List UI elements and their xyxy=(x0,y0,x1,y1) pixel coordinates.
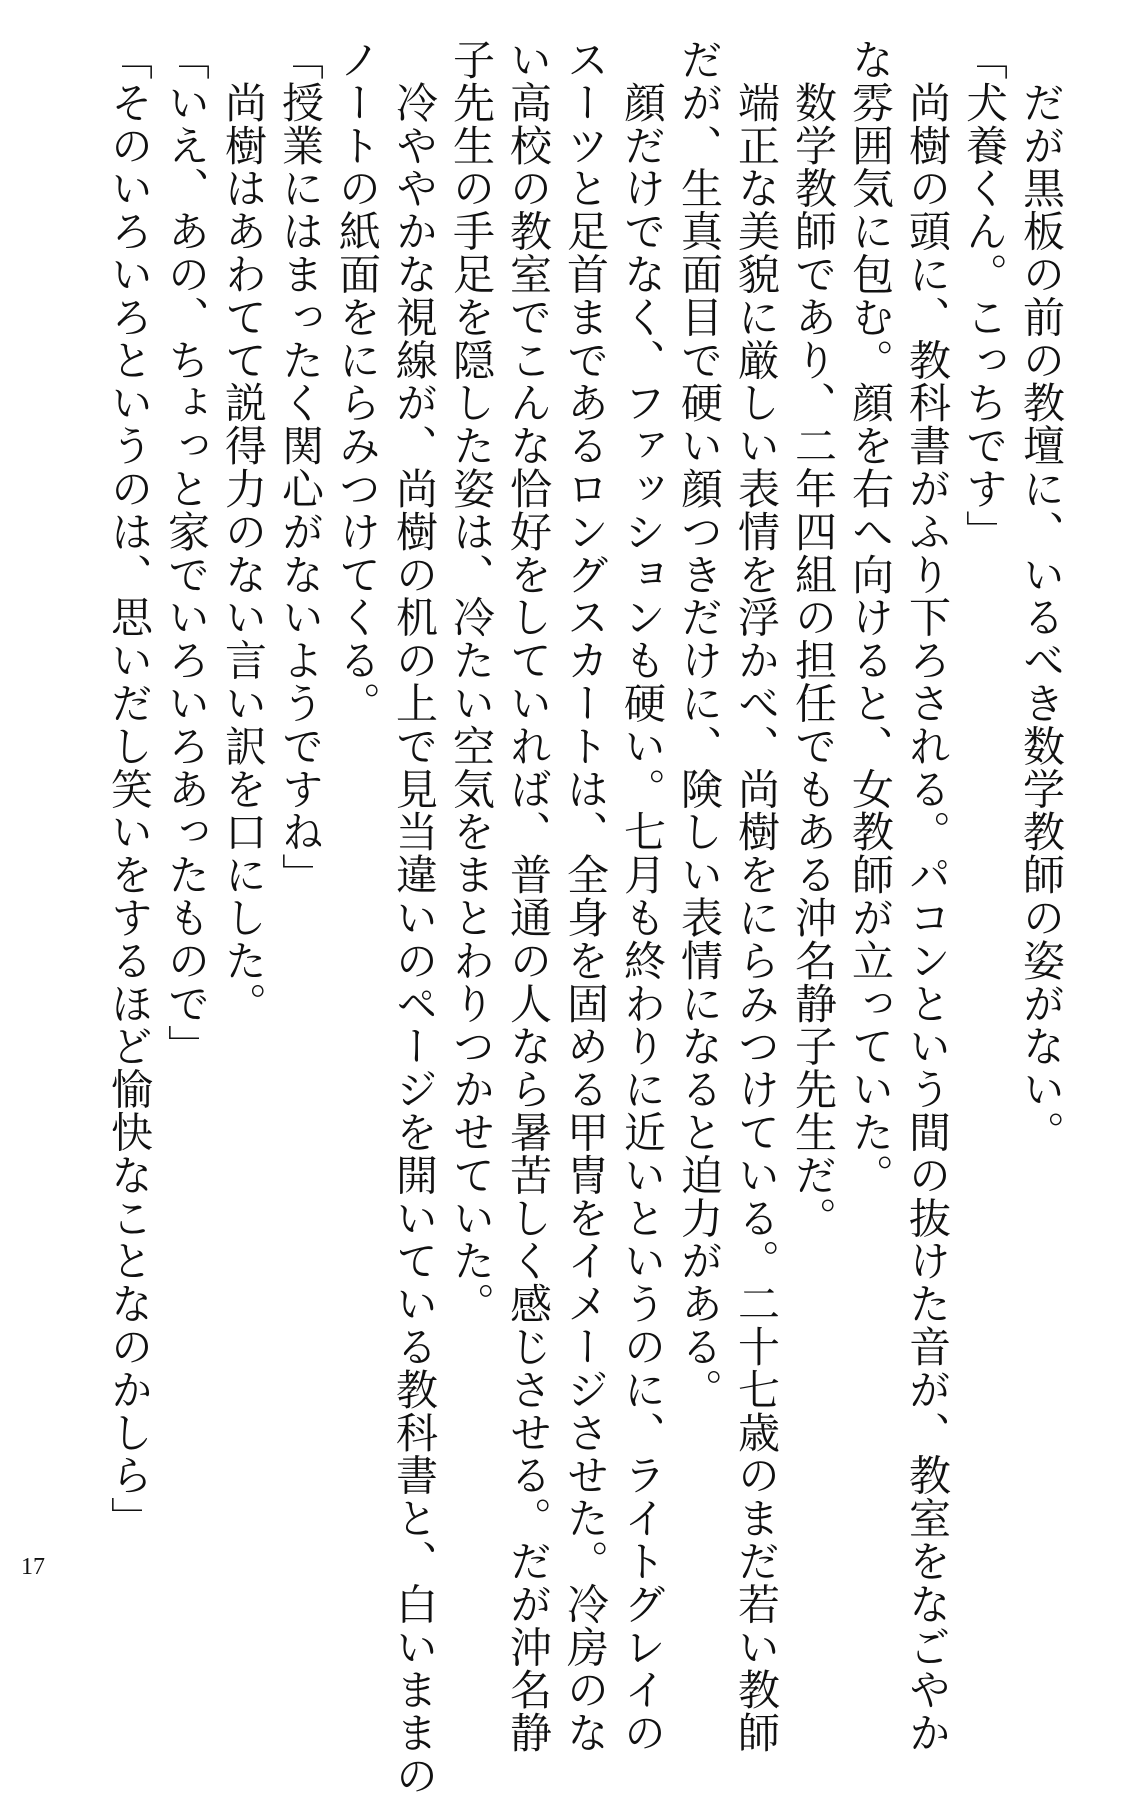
vertical-text-body xyxy=(101,38,1070,1797)
text-line-9: スーツと足首まであるロングスカートは、全身を固める甲冑をイメージさせた。冷房のな xyxy=(561,38,610,1754)
text-line-2: 「犬養くん。こっちです」 xyxy=(960,38,1009,553)
text-line-8: 顔だけでなく、ファッションも硬い。七月も終わりに近いというのに、ライトグレイの xyxy=(618,38,667,1754)
text-line-3: 尚樹の頭に、教科書がふり下ろされる。パコンという間の抜けた音が、教室をなごやか xyxy=(903,38,952,1754)
text-line-4: な雰囲気に包む。顔を右へ向けると、女教師が立っていた。 xyxy=(846,38,895,1197)
text-line-5: 数学教師であり、二年四組の担任でもある沖名静子先生だ。 xyxy=(789,38,838,1240)
text-line-7: だが、生真面目で硬い顔つきだけに、険しい表情になると迫力がある。 xyxy=(675,38,724,1411)
text-line-6: 端正な美貌に厳しい表情を浮かべ、尚樹をにらみつけている。二十七歳のまだ若い教師 xyxy=(732,38,781,1754)
text-line-16: 「いえ、あの、ちょっと家でいろいろあったもので」 xyxy=(162,38,211,1068)
text-line-17: 「そのいろいろというのは、思いだし笑いをするほど愉快なことなのかしら」 xyxy=(105,38,154,1540)
text-line-11: 子先生の手足を隠した姿は、冷たい空気をまとわりつかせていた。 xyxy=(447,38,496,1325)
text-line-1: だが黒板の前の教壇に、いるべき数学教師の姿がない。 xyxy=(1017,38,1066,1154)
text-line-14: 「授業にはまったく関心がないようですね」 xyxy=(276,38,325,896)
page-number: 17 xyxy=(21,1554,45,1580)
text-line-12: 冷ややかな視線が、尚樹の机の上で見当違いのページを開いている教科書と、白いままの xyxy=(390,38,439,1797)
text-line-15: 尚樹はあわてて説得力のない言い訳を口にした。 xyxy=(219,38,268,1025)
text-line-13: ノートの紙面をにらみつけてくる。 xyxy=(333,38,382,725)
text-line-10: い高校の教室でこんな恰好をしていれば、普通の人なら暑苦しく感じさせる。だが沖名静 xyxy=(504,38,553,1754)
